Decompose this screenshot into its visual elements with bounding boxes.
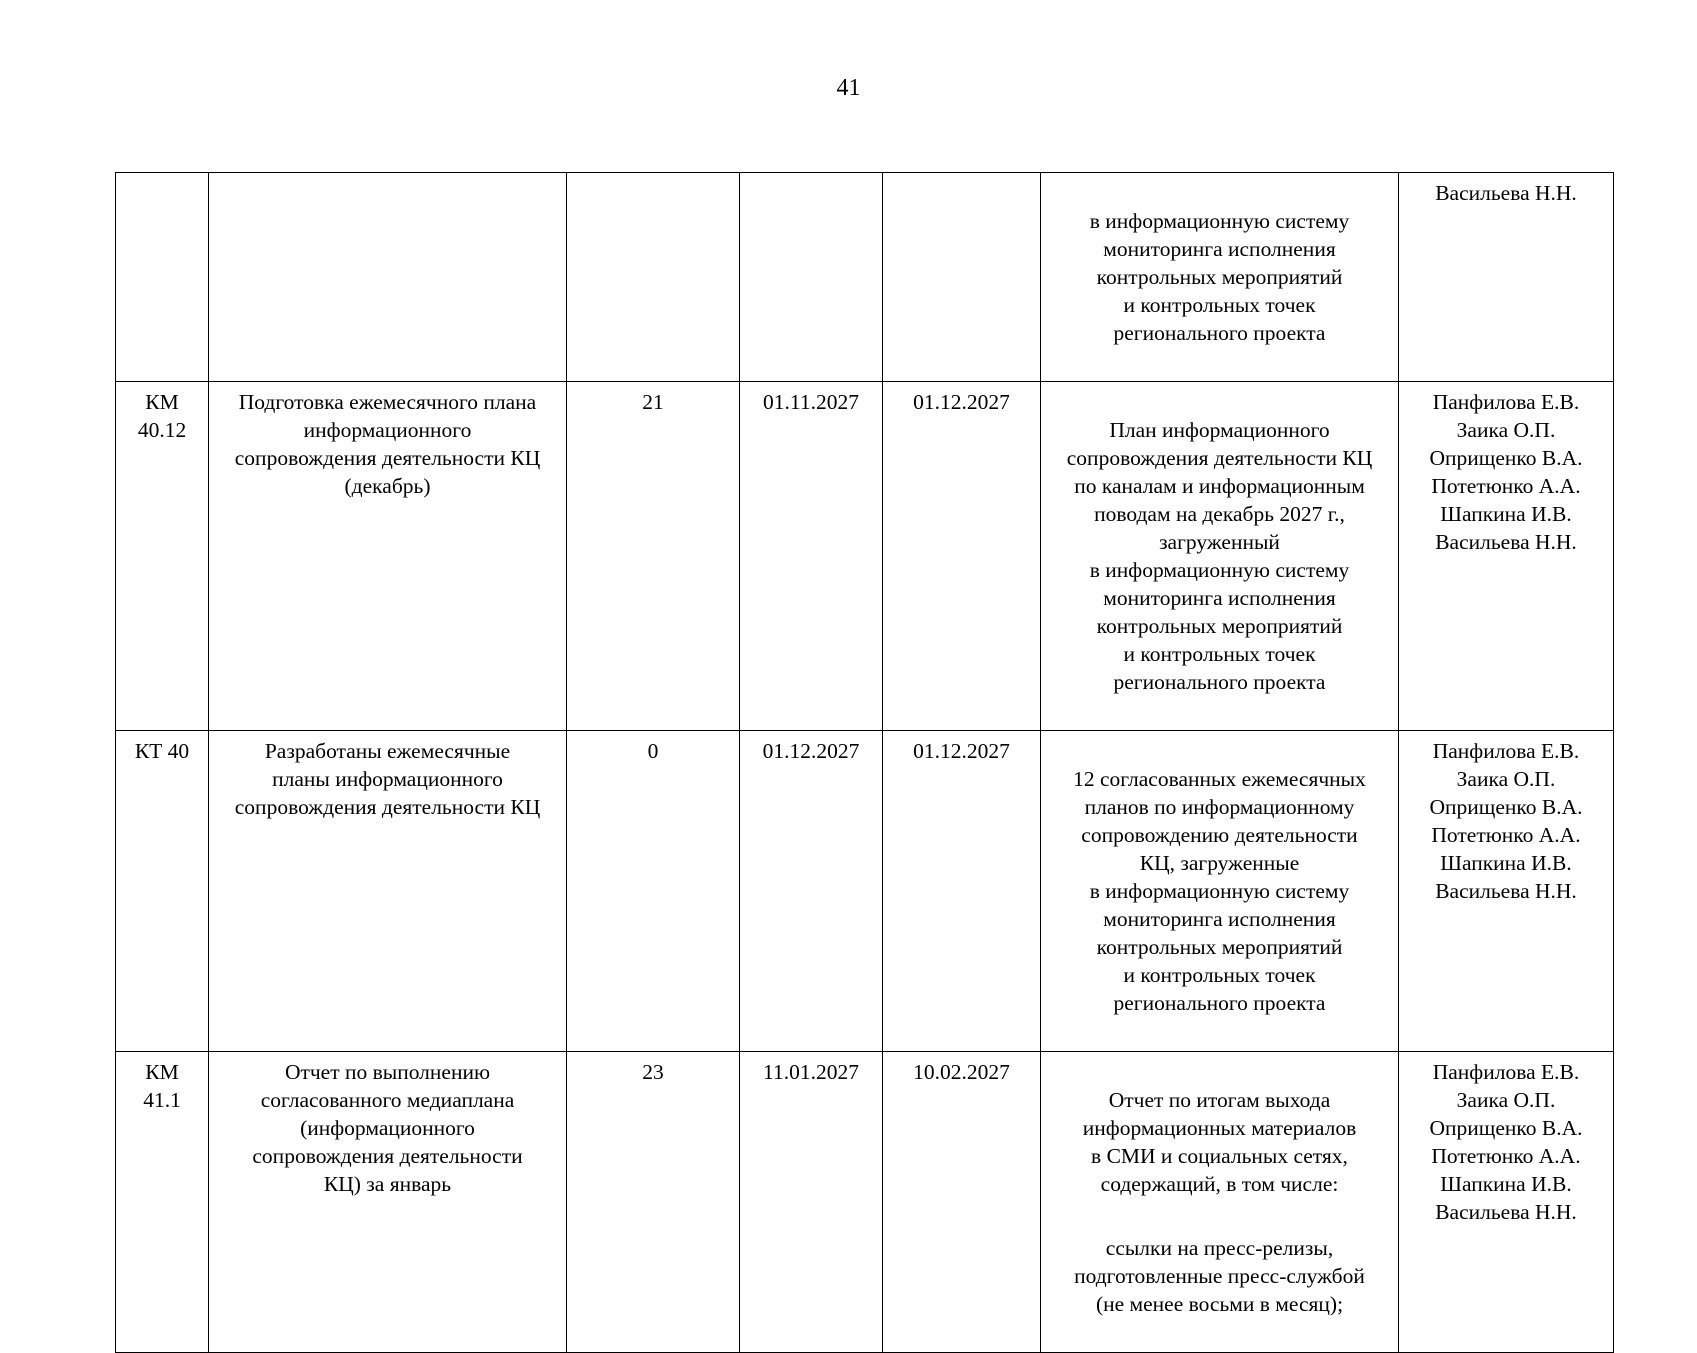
duration-days-cell: 0 [567,731,740,1052]
result-paragraph: ссылки на пресс-релизы, подготовленные пресс-службой (не менее восьми в месяц); [1074,1236,1365,1316]
table-row [116,173,1614,382]
start-date-cell: 01.11.2027 [740,382,883,731]
result-cell [1041,173,1399,382]
start-date-cell [740,173,883,382]
table-row [116,1052,1614,1353]
start-date-cell: 11.01.2027 [740,1052,883,1353]
event-name-cell: Подготовка ежемесячного плана информационного сопровождения деятельности КЦ (декабрь) [209,382,567,731]
event-code-cell [116,173,209,382]
event-code-cell: КМ 40.12 [116,382,209,731]
plan-table [115,172,1614,1353]
responsible-cell: Панфилова Е.В. Заика О.П. Оприщенко В.А. Потетюнко А.А. Шапкина И.В. Васильева Н.Н. [1399,382,1614,731]
result-cell [1041,731,1399,1052]
event-name-cell: Отчет по выполнению согласованного медиаплана (информационного сопровождения деятельности КЦ) за январь [209,1052,567,1353]
result-paragraph: в информационную систему мониторинга исполнения контрольных мероприятий и контрольных точек регионального проекта [1089,209,1350,345]
responsible-cell: Панфилова Е.В. Заика О.П. Оприщенко В.А. Потетюнко А.А. Шапкина И.В. Васильева Н.Н. [1399,1052,1614,1353]
page-number: 41 [836,75,861,101]
table-row [116,731,1614,1052]
event-name-cell [209,173,567,382]
result-cell [1041,1052,1399,1353]
duration-days-cell: 23 [567,1052,740,1353]
end-date-cell: 10.02.2027 [883,1052,1041,1353]
result-cell [1041,382,1399,731]
responsible-cell: Панфилова Е.В. Заика О.П. Оприщенко В.А. Потетюнко А.А. Шапкина И.В. Васильева Н.Н. [1399,731,1614,1052]
duration-days-cell [567,173,740,382]
result-paragraph: 12 согласованных ежемесячных планов по информационному сопровождению деятельности КЦ, загруженные в информационную систему мониторинга исполнения контрольных мероприятий и контрольных точек регионального проекта [1073,767,1366,1015]
end-date-cell [883,173,1041,382]
result-paragraph: Отчет по итогам выхода информационных материалов в СМИ и социальных сетях, содержащий, в том числе: [1082,1088,1357,1196]
end-date-cell: 01.12.2027 [883,731,1041,1052]
event-name-cell: Разработаны ежемесячные планы информационного сопровождения деятельности КЦ [209,731,567,1052]
table-row [116,382,1614,731]
event-code-cell: КТ 40 [116,731,209,1052]
result-paragraph: План информационного сопровождения деятельности КЦ по каналам и информационным поводам на декабрь 2027 г., загруженный в информационную систему мониторинга исполнения контрольных мероприятий и контрольных точек регионального проекта [1066,418,1373,694]
duration-days-cell: 21 [567,382,740,731]
event-code-cell: КМ 41.1 [116,1052,209,1353]
start-date-cell: 01.12.2027 [740,731,883,1052]
responsible-cell: Васильева Н.Н. [1399,173,1614,382]
end-date-cell: 01.12.2027 [883,382,1041,731]
